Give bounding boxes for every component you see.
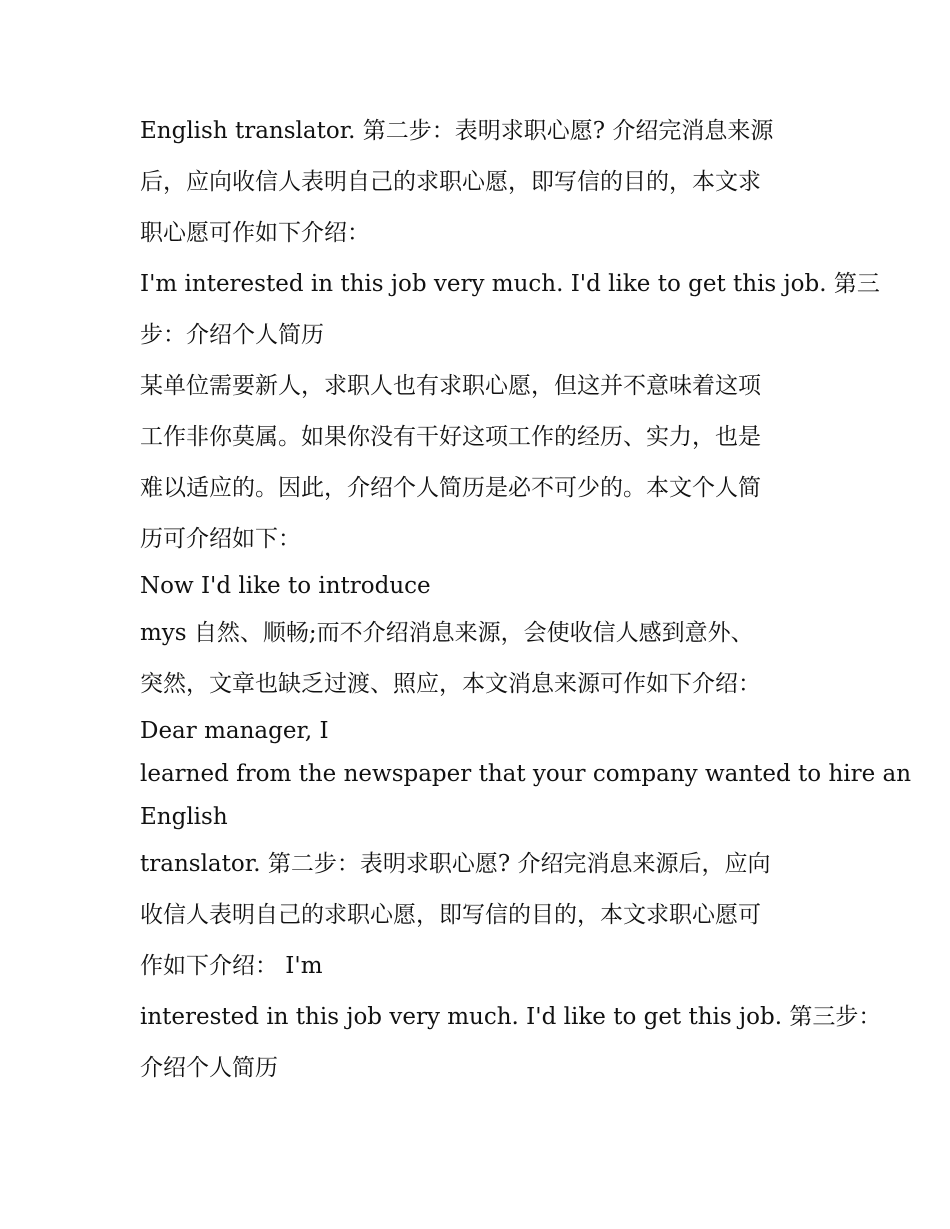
- text-line: 工作非你莫属。如果你没有干好这项工作的经历、实力，也是: [140, 424, 761, 450]
- paragraph-newspaper: [140, 753, 912, 839]
- text-line: 难以适应的。因此，介绍个人简历是必不可少的。本文个人简: [140, 475, 761, 501]
- text-line: interested in this job very much. I'd like to get this job. 第三步：: [140, 1004, 882, 1030]
- text-line: 突然，文章也缺乏过渡、照应，本文消息来源可作如下介绍：: [140, 671, 761, 697]
- text-line: 步：介绍个人简历: [140, 322, 324, 348]
- paragraph-step-two-repeat: [140, 839, 820, 992]
- paragraph-introduce: [140, 565, 820, 608]
- text-line: 作如下介绍： I'm: [140, 953, 323, 979]
- paragraph-step-two-intro: [140, 106, 820, 259]
- text-line: 历可介绍如下：: [140, 526, 301, 552]
- text-line: 职心愿可作如下介绍：: [140, 220, 370, 246]
- text-line: Dear manager, I: [140, 718, 329, 744]
- text-line: English: [140, 804, 228, 830]
- document-body: [140, 106, 912, 1094]
- paragraph-job-interest: [140, 259, 880, 361]
- text-line: 后，应向收信人表明自己的求职心愿，即写信的目的，本文求: [140, 169, 761, 195]
- text-line: 收信人表明自己的求职心愿，即写信的目的，本文求职心愿可: [140, 902, 761, 928]
- paragraph-resume-explanation: [140, 361, 820, 565]
- paragraph-job-interest-repeat: [140, 992, 882, 1094]
- text-line: Now I'd like to introduce: [140, 573, 431, 599]
- text-line: 介绍个人简历: [140, 1055, 278, 1081]
- text-line: I'm interested in this job very much. I'd like to get this job. 第三: [140, 271, 880, 297]
- text-line: English translator. 第二步：表明求职心愿? 介绍完消息来源: [140, 118, 774, 144]
- paragraph-salutation: [140, 710, 820, 753]
- text-line: learned from the newspaper that your company wanted to hire an: [140, 761, 912, 787]
- text-line: 某单位需要新人，求职人也有求职心愿，但这并不意味着这项: [140, 373, 761, 399]
- text-line: mys 自然、顺畅;而不介绍消息来源，会使收信人感到意外、: [140, 620, 754, 646]
- text-line: translator. 第二步：表明求职心愿? 介绍完消息来源后，应向: [140, 851, 771, 877]
- paragraph-message-source: [140, 608, 820, 710]
